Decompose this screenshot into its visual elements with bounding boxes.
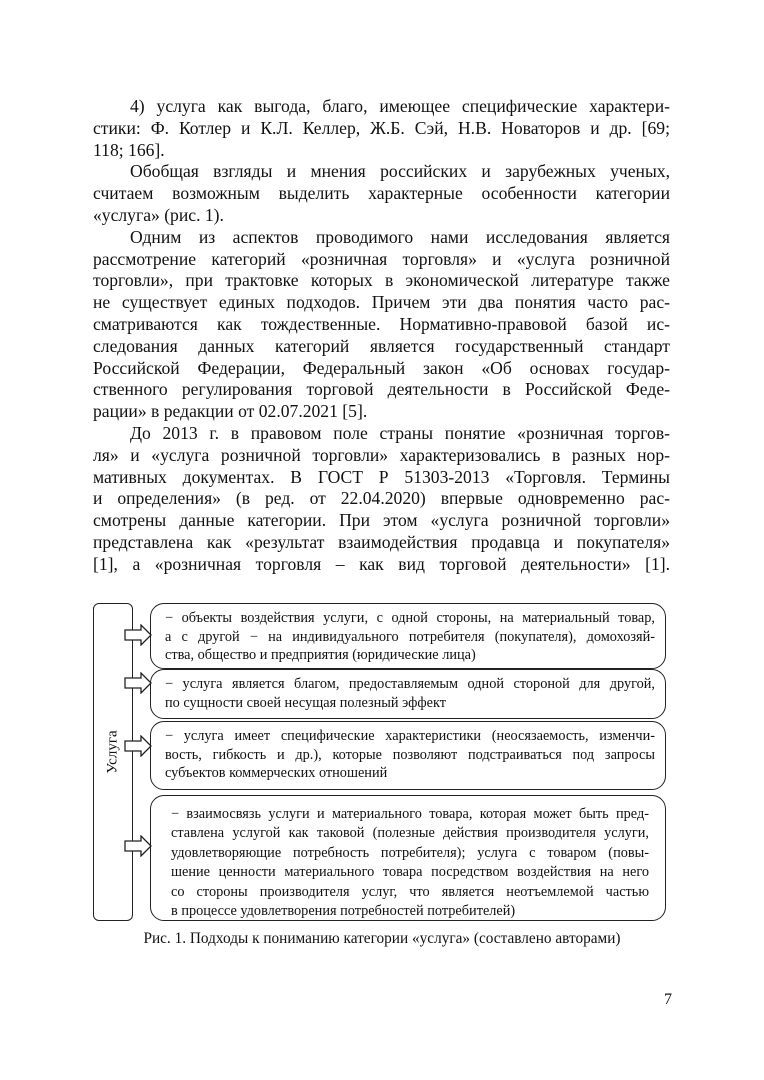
page-number: 7: [664, 991, 672, 1008]
text-line: смотрены данные категории. При этом «услуга розничной торговли»: [93, 510, 670, 531]
box-text-line: − услуга имеет специфические характеристики (неосязаемость, изменчи-: [165, 728, 655, 744]
text-line: «услуга» (рис. 1).: [93, 204, 224, 225]
text-line: Обобщая взгляды и мнения российских и зарубежных ученых,: [130, 161, 670, 182]
text-line: ля» и «услуга розничной торговли» характеризовались в разных нор-: [93, 444, 670, 465]
root-label: Услуга: [104, 730, 121, 774]
text-line: рассмотрение категорий «розничная торговля» и «услуга розничной: [93, 248, 670, 269]
text-line: не существует единых подходов. Причем эти два понятия часто рас-: [93, 292, 670, 313]
box-text-line: удовлетворяющие потребность потребителя); услуга с товаром (повы-: [171, 844, 649, 861]
figure-caption: Рис. 1. Подходы к пониманию категории «услуга» (составлено авторами): [143, 930, 621, 947]
text-line: и определения» (в ред. от 22.04.2020) впервые одновременно рас-: [93, 488, 670, 509]
text-line: ственного регулирования торговой деятельности в Российской Феде-: [93, 379, 670, 400]
text-line: представлена как «результат взаимодействия продавца и покупателя»: [93, 531, 670, 552]
text-line: 118; 166].: [93, 139, 165, 160]
box-text-line: шение ценности материального товара посредством воздействия на него: [171, 864, 649, 881]
box-text-line: а с другой − на индивидуального потребителя (покупателя), домохозяй-: [165, 628, 655, 645]
approach-box: [150, 721, 666, 790]
approach-box: [150, 603, 666, 669]
text-line: торговли», при трактовке которых в экономической литературе также: [93, 270, 670, 291]
arrow-right-icon: [124, 672, 152, 694]
text-line: рации» в редакции от 02.07.2021 [5].: [93, 401, 368, 422]
approach-box: [150, 795, 666, 921]
box-text-line: субъектов коммерческих отношений: [165, 765, 388, 782]
text-line: стики: Ф. Котлер и К.Л. Келлер, Ж.Б. Сэй, Н.В. Новаторов и др. [69;: [93, 117, 670, 138]
text-line: сматриваются как тождественные. Нормативно-правовой базой ис-: [93, 313, 670, 334]
text-line: Одним из аспектов проводимого нами исследования является: [130, 226, 670, 247]
box-text-line: в процессе удовлетворения потребностей потребителей): [171, 903, 516, 920]
text-line: 4) услуга как выгода, благо, имеющее специфические характери-: [130, 96, 670, 116]
text-line: следования данных категорий является государственный стандарт: [93, 335, 670, 356]
approach-box: [150, 669, 666, 719]
text-line: Российской Федерации, Федеральный закон «Об основах государ-: [93, 357, 670, 378]
box-text-line: со стороны производителя услуг, что является неотъемлемой частью: [171, 883, 649, 900]
box-text-line: − объекты воздействия услуги, с одной стороны, на материальный товар,: [165, 610, 655, 626]
text-line: До 2013 г. в правовом поле страны понятие «розничная торгов-: [130, 422, 670, 443]
arrow-right-icon: [124, 735, 152, 757]
box-text-line: − взаимосвязь услуги и материального товара, которая может быть пред-: [171, 806, 649, 822]
arrow-right-icon: [124, 835, 152, 857]
box-text-line: ставлена услугой как таковой (полезные действия производителя услуги,: [171, 825, 649, 842]
box-text-line: по сущности своей несущая полезный эффект: [165, 694, 446, 711]
text-line: считаем возможным выделить характерные особенности категории: [93, 183, 670, 204]
box-text-line: − услуга является благом, предоставляемым одной стороной для другой,: [165, 676, 655, 692]
text-line: [1], а «розничная торговля – как вид торговой деятельности» [1].: [93, 553, 670, 574]
box-text-line: ства, общество и предприятия (юридические лица): [165, 647, 476, 664]
text-line: мативных документах. В ГОСТ Р 51303-2013 «Торговля. Термины: [93, 466, 670, 487]
box-text-line: вость, гибкость и др.), которые позволяют подстраиваться под запросы: [165, 746, 655, 763]
arrow-right-icon: [124, 624, 152, 646]
